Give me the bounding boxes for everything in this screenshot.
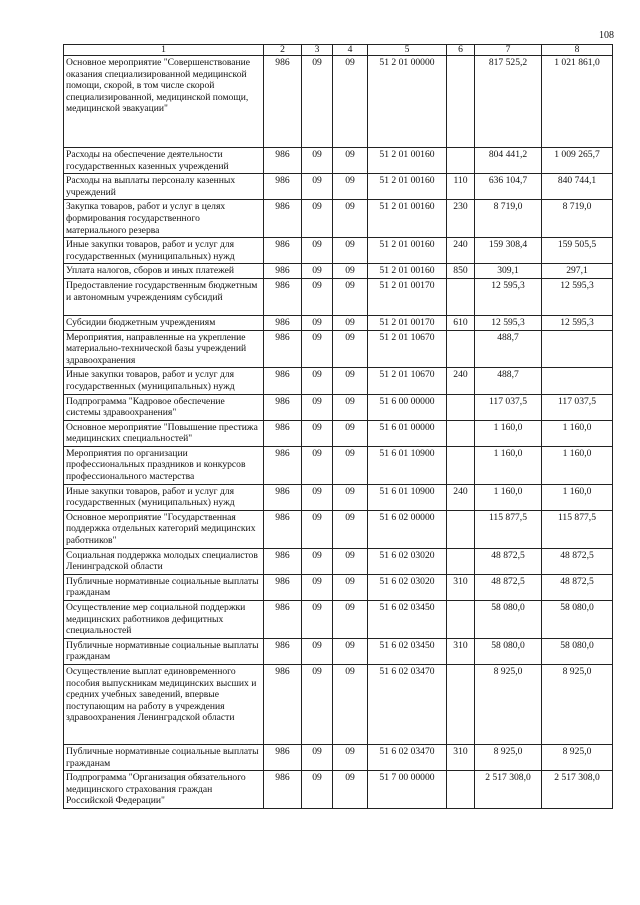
cell-col-8: 48 872,5	[542, 574, 613, 600]
cell-col-6: 610	[447, 315, 475, 330]
cell-col-2: 986	[264, 174, 302, 200]
row-name-cell: Основное мероприятие "Повышение престижа медицинских специальностей"	[64, 420, 264, 446]
cell-col-7: 12 595,3	[475, 315, 542, 330]
cell-col-2: 986	[264, 368, 302, 394]
cell-col-4: 09	[333, 174, 368, 200]
cell-col-4: 09	[333, 744, 368, 770]
cell-col-8: 297,1	[542, 264, 613, 279]
cell-col-6: 110	[447, 174, 475, 200]
cell-col-8: 8 925,0	[542, 664, 613, 744]
cell-col-6	[447, 330, 475, 368]
cell-col-5: 51 2 01 10670	[368, 368, 447, 394]
row-name-cell: Осуществление мер социальной поддержки медицинских работников дефицитных специальностей	[64, 601, 264, 639]
column-header: 7	[475, 45, 542, 56]
row-name-cell: Иные закупки товаров, работ и услуг для государственных (муниципальных) нужд	[64, 484, 264, 510]
cell-col-6	[447, 510, 475, 548]
cell-col-4: 09	[333, 601, 368, 639]
cell-col-2: 986	[264, 264, 302, 279]
cell-col-4: 09	[333, 638, 368, 664]
row-name-cell: Расходы на обеспечение деятельности государственных казенных учреждений	[64, 148, 264, 174]
row-name-cell: Расходы на выплаты персоналу казенных учреждений	[64, 174, 264, 200]
row-name-cell: Субсидии бюджетным учреждениям	[64, 315, 264, 330]
cell-col-4: 09	[333, 330, 368, 368]
table-row	[64, 200, 613, 238]
cell-col-7: 804 441,2	[475, 148, 542, 174]
table-row	[64, 548, 613, 574]
cell-col-3: 09	[302, 484, 333, 510]
cell-col-8: 1 160,0	[542, 420, 613, 446]
cell-col-6: 240	[447, 368, 475, 394]
cell-col-3: 09	[302, 330, 333, 368]
cell-col-7: 309,1	[475, 264, 542, 279]
cell-col-4: 09	[333, 420, 368, 446]
row-name-cell: Основное мероприятие "Совершенствование оказания специализированной медицинской помощи, скорой, в том числе скорой специализированной, медицинской помощи, медицинской эвакуации"	[64, 56, 264, 148]
cell-col-7: 8 925,0	[475, 664, 542, 744]
cell-col-8: 58 080,0	[542, 601, 613, 639]
cell-col-5: 51 6 02 03020	[368, 548, 447, 574]
cell-col-3: 09	[302, 174, 333, 200]
cell-col-2: 986	[264, 744, 302, 770]
cell-col-8: 1 160,0	[542, 484, 613, 510]
cell-col-5: 51 2 01 00160	[368, 200, 447, 238]
cell-col-6: 310	[447, 574, 475, 600]
cell-col-4: 09	[333, 264, 368, 279]
cell-col-5: 51 6 02 03450	[368, 638, 447, 664]
cell-col-5: 51 6 00 00000	[368, 394, 447, 420]
cell-col-5: 51 6 01 00000	[368, 420, 447, 446]
cell-col-5: 51 2 01 00160	[368, 264, 447, 279]
cell-col-4: 09	[333, 394, 368, 420]
cell-col-7: 1 160,0	[475, 420, 542, 446]
cell-col-8	[542, 330, 613, 368]
column-header: 3	[302, 45, 333, 56]
cell-col-2: 986	[264, 638, 302, 664]
cell-col-2: 986	[264, 601, 302, 639]
cell-col-2: 986	[264, 315, 302, 330]
table-row	[64, 330, 613, 368]
cell-col-4: 09	[333, 200, 368, 238]
budget-table	[63, 44, 613, 809]
table-row	[64, 148, 613, 174]
cell-col-5: 51 2 01 00170	[368, 315, 447, 330]
cell-col-7: 2 517 308,0	[475, 771, 542, 809]
table-row	[64, 174, 613, 200]
cell-col-6: 240	[447, 484, 475, 510]
cell-col-8: 12 595,3	[542, 315, 613, 330]
row-name-cell: Осуществление выплат единовременного пособия выпускникам медицинских высших и средних учебных заведений, впервые поступающим на работу в учреждения здравоохранения Ленинградской области	[64, 664, 264, 744]
cell-col-2: 986	[264, 148, 302, 174]
cell-col-2: 986	[264, 330, 302, 368]
table-row	[64, 771, 613, 809]
cell-col-4: 09	[333, 278, 368, 315]
table-row	[64, 446, 613, 484]
cell-col-3: 09	[302, 771, 333, 809]
cell-col-5: 51 2 01 00160	[368, 174, 447, 200]
cell-col-6	[447, 56, 475, 148]
table-row	[64, 601, 613, 639]
row-name-cell: Иные закупки товаров, работ и услуг для государственных (муниципальных) нужд	[64, 238, 264, 264]
cell-col-3: 09	[302, 315, 333, 330]
cell-col-2: 986	[264, 238, 302, 264]
table-row	[64, 238, 613, 264]
table-row	[64, 264, 613, 279]
cell-col-6: 240	[447, 238, 475, 264]
cell-col-3: 09	[302, 420, 333, 446]
cell-col-7: 8 719,0	[475, 200, 542, 238]
cell-col-3: 09	[302, 394, 333, 420]
cell-col-3: 09	[302, 148, 333, 174]
cell-col-2: 986	[264, 420, 302, 446]
cell-col-8: 1 021 861,0	[542, 56, 613, 148]
cell-col-6	[447, 548, 475, 574]
row-name-cell: Подпрограмма "Кадровое обеспечение системы здравоохранения"	[64, 394, 264, 420]
column-header: 5	[368, 45, 447, 56]
cell-col-2: 986	[264, 548, 302, 574]
row-name-cell: Предоставление государственным бюджетным и автономным учреждениям субсидий	[64, 278, 264, 315]
cell-col-5: 51 2 01 00170	[368, 278, 447, 315]
cell-col-4: 09	[333, 238, 368, 264]
cell-col-8: 159 505,5	[542, 238, 613, 264]
cell-col-5: 51 2 01 00000	[368, 56, 447, 148]
row-name-cell: Иные закупки товаров, работ и услуг для государственных (муниципальных) нужд	[64, 368, 264, 394]
cell-col-6	[447, 664, 475, 744]
cell-col-2: 986	[264, 446, 302, 484]
cell-col-2: 986	[264, 56, 302, 148]
column-header: 4	[333, 45, 368, 56]
cell-col-7: 48 872,5	[475, 574, 542, 600]
cell-col-7: 817 525,2	[475, 56, 542, 148]
cell-col-8: 48 872,5	[542, 548, 613, 574]
cell-col-5: 51 6 02 03020	[368, 574, 447, 600]
cell-col-4: 09	[333, 56, 368, 148]
cell-col-2: 986	[264, 484, 302, 510]
cell-col-7: 12 595,3	[475, 278, 542, 315]
cell-col-5: 51 6 02 03470	[368, 664, 447, 744]
table-row	[64, 664, 613, 744]
row-name-cell: Мероприятия, направленные на укрепление материально-технической базы учреждений здравоохранения	[64, 330, 264, 368]
cell-col-6: 230	[447, 200, 475, 238]
column-header: 8	[542, 45, 613, 56]
cell-col-2: 986	[264, 278, 302, 315]
cell-col-6	[447, 148, 475, 174]
cell-col-8: 1 160,0	[542, 446, 613, 484]
cell-col-8: 8 925,0	[542, 744, 613, 770]
column-header: 1	[64, 45, 264, 56]
row-name-cell: Мероприятия по организации профессиональных праздников и конкурсов профессионального мастерства	[64, 446, 264, 484]
cell-col-3: 09	[302, 200, 333, 238]
row-name-cell: Публичные нормативные социальные выплаты гражданам	[64, 638, 264, 664]
cell-col-8: 58 080,0	[542, 638, 613, 664]
table-row	[64, 278, 613, 315]
row-name-cell: Основное мероприятие "Государственная поддержка отдельных категорий медицинских работников"	[64, 510, 264, 548]
cell-col-3: 09	[302, 574, 333, 600]
cell-col-4: 09	[333, 368, 368, 394]
cell-col-7: 115 877,5	[475, 510, 542, 548]
cell-col-3: 09	[302, 278, 333, 315]
cell-col-8	[542, 368, 613, 394]
cell-col-8: 1 009 265,7	[542, 148, 613, 174]
cell-col-4: 09	[333, 664, 368, 744]
cell-col-7: 58 080,0	[475, 601, 542, 639]
cell-col-4: 09	[333, 315, 368, 330]
cell-col-3: 09	[302, 56, 333, 148]
cell-col-8: 12 595,3	[542, 278, 613, 315]
cell-col-6	[447, 601, 475, 639]
cell-col-8: 840 744,1	[542, 174, 613, 200]
row-name-cell: Уплата налогов, сборов и иных платежей	[64, 264, 264, 279]
cell-col-7: 1 160,0	[475, 446, 542, 484]
cell-col-4: 09	[333, 574, 368, 600]
table-row	[64, 574, 613, 600]
cell-col-7: 8 925,0	[475, 744, 542, 770]
table-row	[64, 315, 613, 330]
cell-col-6	[447, 420, 475, 446]
cell-col-5: 51 6 02 00000	[368, 510, 447, 548]
table-row	[64, 394, 613, 420]
cell-col-7: 636 104,7	[475, 174, 542, 200]
cell-col-6	[447, 394, 475, 420]
cell-col-3: 09	[302, 664, 333, 744]
column-header: 6	[447, 45, 475, 56]
row-name-cell: Закупка товаров, работ и услуг в целях формирования государственного материального резерва	[64, 200, 264, 238]
table-row	[64, 510, 613, 548]
cell-col-3: 09	[302, 264, 333, 279]
cell-col-6: 310	[447, 744, 475, 770]
row-name-cell: Публичные нормативные социальные выплаты гражданам	[64, 744, 264, 770]
cell-col-3: 09	[302, 446, 333, 484]
cell-col-3: 09	[302, 638, 333, 664]
cell-col-3: 09	[302, 601, 333, 639]
cell-col-3: 09	[302, 238, 333, 264]
cell-col-8: 115 877,5	[542, 510, 613, 548]
cell-col-7: 58 080,0	[475, 638, 542, 664]
cell-col-2: 986	[264, 510, 302, 548]
cell-col-4: 09	[333, 484, 368, 510]
cell-col-7: 488,7	[475, 368, 542, 394]
table-row	[64, 638, 613, 664]
cell-col-4: 09	[333, 446, 368, 484]
cell-col-5: 51 7 00 00000	[368, 771, 447, 809]
cell-col-8: 2 517 308,0	[542, 771, 613, 809]
table-header-row	[64, 45, 613, 56]
column-header: 2	[264, 45, 302, 56]
cell-col-7: 488,7	[475, 330, 542, 368]
cell-col-8: 117 037,5	[542, 394, 613, 420]
cell-col-5: 51 2 01 10670	[368, 330, 447, 368]
cell-col-5: 51 2 01 00160	[368, 238, 447, 264]
cell-col-4: 09	[333, 771, 368, 809]
cell-col-8: 8 719,0	[542, 200, 613, 238]
table-row	[64, 484, 613, 510]
cell-col-3: 09	[302, 744, 333, 770]
cell-col-5: 51 2 01 00160	[368, 148, 447, 174]
cell-col-7: 1 160,0	[475, 484, 542, 510]
cell-col-5: 51 6 01 10900	[368, 484, 447, 510]
cell-col-4: 09	[333, 510, 368, 548]
table-row	[64, 56, 613, 148]
cell-col-5: 51 6 02 03470	[368, 744, 447, 770]
cell-col-7: 159 308,4	[475, 238, 542, 264]
cell-col-3: 09	[302, 510, 333, 548]
cell-col-2: 986	[264, 574, 302, 600]
row-name-cell: Публичные нормативные социальные выплаты гражданам	[64, 574, 264, 600]
cell-col-3: 09	[302, 548, 333, 574]
cell-col-6: 310	[447, 638, 475, 664]
cell-col-2: 986	[264, 771, 302, 809]
cell-col-2: 986	[264, 664, 302, 744]
table-row	[64, 368, 613, 394]
cell-col-5: 51 6 02 03450	[368, 601, 447, 639]
cell-col-2: 986	[264, 200, 302, 238]
cell-col-6: 850	[447, 264, 475, 279]
cell-col-6	[447, 446, 475, 484]
cell-col-4: 09	[333, 148, 368, 174]
cell-col-7: 117 037,5	[475, 394, 542, 420]
cell-col-7: 48 872,5	[475, 548, 542, 574]
cell-col-6	[447, 771, 475, 809]
cell-col-6	[447, 278, 475, 315]
table-row	[64, 744, 613, 770]
cell-col-4: 09	[333, 548, 368, 574]
page-number: 108	[599, 30, 614, 41]
table-row	[64, 420, 613, 446]
cell-col-5: 51 6 01 10900	[368, 446, 447, 484]
cell-col-2: 986	[264, 394, 302, 420]
row-name-cell: Подпрограмма "Организация обязательного медицинского страхования граждан Российской Федерации"	[64, 771, 264, 809]
row-name-cell: Социальная поддержка молодых специалистов Ленинградской области	[64, 548, 264, 574]
cell-col-3: 09	[302, 368, 333, 394]
